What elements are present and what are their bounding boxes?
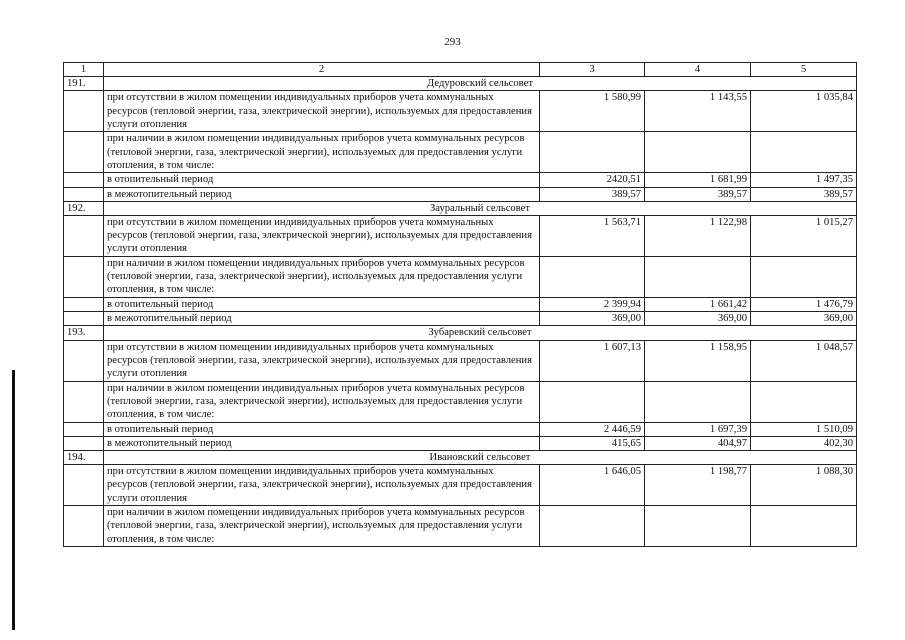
section-name: Ивановский сельсовет [104,451,857,465]
column-header: 3 [540,63,645,77]
row-index-cell [64,173,104,187]
row-description: при наличии в жилом помещении индивидуальных приборов учета коммунальных ресурсов (тепловой энергии, газа, электрической энергии), используемых для предоставления услуги отопления, в том числе: [104,381,540,422]
table-row [64,216,857,257]
tariff-table [63,62,857,547]
value-col-5 [751,257,857,298]
value-col-4: 1 661,42 [645,298,751,312]
row-description: при отсутствии в жилом помещении индивидуальных приборов учета коммунальных ресурсов (тепловой энергии, газа, электрической энергии), используемых для предоставления услуги отопления [104,340,540,381]
table-row [64,187,857,201]
section-number: 193. [64,326,104,340]
row-index-cell [64,312,104,326]
value-col-5: 1 088,30 [751,465,857,506]
value-col-4 [645,257,751,298]
page-number: 293 [444,36,461,48]
section-number: 192. [64,201,104,215]
section-number: 191. [64,77,104,91]
table-row [64,298,857,312]
row-description: при отсутствии в жилом помещении индивидуальных приборов учета коммунальных ресурсов (тепловой энергии, газа, электрической энергии), используемых для предоставления услуги отопления [104,216,540,257]
column-header: 5 [751,63,857,77]
table-row [64,340,857,381]
row-description: при отсутствии в жилом помещении индивидуальных приборов учета коммунальных ресурсов (тепловой энергии, газа, электрической энергии), используемых для предоставления услуги отопления [104,91,540,132]
section-name: Зубаревский сельсовет [104,326,857,340]
value-col-4 [645,506,751,547]
value-col-3 [540,257,645,298]
tariff-table-body [64,63,857,547]
column-header: 4 [645,63,751,77]
row-description: в отопительный период [104,298,540,312]
row-index-cell [64,216,104,257]
row-index-cell [64,506,104,547]
value-col-5: 1 048,57 [751,340,857,381]
table-row [64,132,857,173]
value-col-5 [751,132,857,173]
value-col-5: 1 476,79 [751,298,857,312]
value-col-5: 1 015,27 [751,216,857,257]
value-col-4: 1 122,98 [645,216,751,257]
value-col-4 [645,132,751,173]
row-description: в отопительный период [104,173,540,187]
value-col-5 [751,381,857,422]
table-row [64,91,857,132]
value-col-5: 1 510,09 [751,422,857,436]
section-header-row [64,201,857,215]
value-col-3: 1 646,05 [540,465,645,506]
value-col-5: 1 035,84 [751,91,857,132]
value-col-4: 1 158,95 [645,340,751,381]
section-name: Дедуровский сельсовет [104,77,857,91]
row-description: при наличии в жилом помещении индивидуальных приборов учета коммунальных ресурсов (тепловой энергии, газа, электрической энергии), используемых для предоставления услуги отопления, в том числе: [104,257,540,298]
table-row [64,257,857,298]
value-col-4: 1 198,77 [645,465,751,506]
row-index-cell [64,422,104,436]
value-col-4: 404,97 [645,436,751,450]
section-header-row [64,451,857,465]
row-description: при наличии в жилом помещении индивидуальных приборов учета коммунальных ресурсов (тепловой энергии, газа, электрической энергии), используемых для предоставления услуги отопления, в том числе: [104,506,540,547]
value-col-3: 369,00 [540,312,645,326]
value-col-3: 1 563,71 [540,216,645,257]
value-col-3: 2 399,94 [540,298,645,312]
row-index-cell [64,436,104,450]
value-col-3: 415,65 [540,436,645,450]
row-index-cell [64,381,104,422]
row-index-cell [64,187,104,201]
row-index-cell [64,132,104,173]
table-row [64,465,857,506]
value-col-4: 389,57 [645,187,751,201]
row-index-cell [64,298,104,312]
row-description: при отсутствии в жилом помещении индивидуальных приборов учета коммунальных ресурсов (тепловой энергии, газа, электрической энергии), используемых для предоставления услуги отопления [104,465,540,506]
row-description: в отопительный период [104,422,540,436]
value-col-5: 1 497,35 [751,173,857,187]
table-row [64,312,857,326]
table-row [64,381,857,422]
row-description: в межотопительный период [104,187,540,201]
value-col-5 [751,506,857,547]
value-col-3: 2420,51 [540,173,645,187]
table-row [64,436,857,450]
row-description: при наличии в жилом помещении индивидуальных приборов учета коммунальных ресурсов (тепловой энергии, газа, электрической энергии), используемых для предоставления услуги отопления, в том числе: [104,132,540,173]
value-col-3 [540,132,645,173]
value-col-5: 402,30 [751,436,857,450]
column-header: 1 [64,63,104,77]
column-header: 2 [104,63,540,77]
table-row [64,422,857,436]
section-header-row [64,77,857,91]
value-col-4: 369,00 [645,312,751,326]
value-col-3: 1 607,13 [540,340,645,381]
row-description: в межотопительный период [104,436,540,450]
value-col-3: 1 580,99 [540,91,645,132]
value-col-3 [540,506,645,547]
value-col-3: 2 446,59 [540,422,645,436]
scan-edge-line [12,370,15,630]
value-col-5: 369,00 [751,312,857,326]
section-header-row [64,326,857,340]
value-col-5: 389,57 [751,187,857,201]
row-index-cell [64,257,104,298]
row-index-cell [64,465,104,506]
column-header-row [64,63,857,77]
value-col-3 [540,381,645,422]
row-index-cell [64,91,104,132]
section-number: 194. [64,451,104,465]
value-col-4: 1 143,55 [645,91,751,132]
value-col-4: 1 681,99 [645,173,751,187]
value-col-3: 389,57 [540,187,645,201]
table-row [64,506,857,547]
value-col-4 [645,381,751,422]
value-col-4: 1 697,39 [645,422,751,436]
section-name: Зауральный сельсовет [104,201,857,215]
row-index-cell [64,340,104,381]
row-description: в межотопительный период [104,312,540,326]
table-row [64,173,857,187]
